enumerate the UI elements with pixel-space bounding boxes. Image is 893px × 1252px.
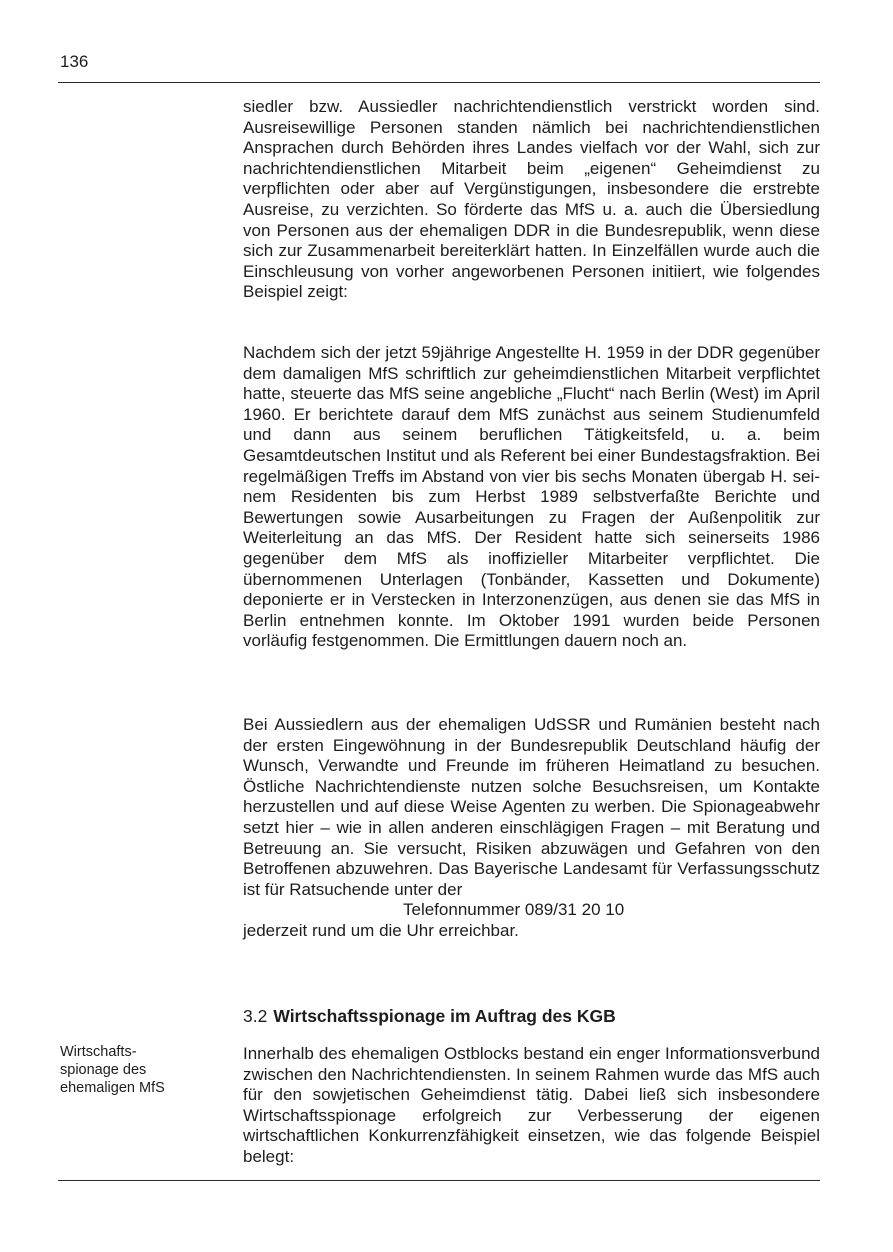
margin-note-line: ehemaligen MfS [60, 1080, 165, 1096]
page-number: 136 [60, 52, 89, 71]
text-block-intro [243, 97, 820, 303]
section-heading [243, 1005, 616, 1027]
margin-note-line: Wirtschafts- [60, 1044, 137, 1060]
text-block-udssr [243, 715, 820, 942]
section-number: 3.2 [243, 1006, 268, 1026]
paragraph-case-h: Nachdem sich der jetzt 59jährige Angestellte H. 1959 in der DDR gegenüber dem damaligen MfS schriftlich zur geheimdienstlichen Mitarbeit verpflichtet hatte, steuerte das MfS seine angebliche „Flucht“ nach Berlin (West) im April 1960. Er berichtete darauf dem MfS zunächst aus seinem Studienumfeld und dann aus seinem beruflichen Tätigkeitsfeld, u. a. beim Gesamtdeutschen Institut und als Referent bei einer Bundestagsfraktion. Bei regelmäßigen Treffs im Abstand von vier bis sechs Monaten übergab H. seinem Residenten bis zum Herbst 1989 selbstverfaßte Berichte und Bewertungen sowie Ausarbeitungen zu Fragen der Außenpolitik zur Weiterleitung an das MfS. Der Resident hatte sich seinerseits 1986 gegenüber dem MfS als inoffizieller Mitarbeiter verpflichtet. Die übernommenen Unterlagen (Tonbänder, Kassetten und Dokumente) deponierte er in Verstecken in Interzonenzügen, aus denen sie das MfS in Berlin entnehmen konnte. Im Oktober 1991 wurden beide Personen vorläufig festgenommen. Die Ermittlungen dauern noch an. [243, 343, 820, 651]
text-block-ostblock [243, 1044, 820, 1168]
paragraph-informationsverbund: Innerhalb des ehemaligen Ostblocks bestand ein enger Informationsverbund zwischen den Nachrichtendiensten. In seinem Rahmen wurde das MfS auch für den sowjetischen Geheimdienst tätig. Dabei ließ sich insbesondere Wirtschaftsspionage erfolgreich zur Verbesserung der eigenen wirtschaftlichen Konkurrenzfähigkeit einsetzen, wie das folgende Beispiel belegt: [243, 1044, 820, 1166]
section-title: Wirtschaftsspionage im Auftrag des KGB [273, 1006, 616, 1026]
paragraph-aussiedler: siedler bzw. Aussiedler nachrichtendienstlich verstrickt worden sind. Ausreisewillige Personen standen nämlich bei nachrichtendienstlichen Ansprachen durch Behörden ihres Landes vielfach vor der Wahl, sich zur nachrichtendienstlichen Mitarbeit beim „eigenen“ Geheimdienst zu verpflichten oder aber auf Vergünstigungen, insbesondere die erstrebte Ausreise, zu verzichten. So förderte das MfS u. a. auch die Übersiedlung von Personen aus der ehemaligen DDR in die Bundesrepublik, wenn diese sich zur Zusammenarbeit bereiterklärt hatten. In Einzelfällen wurde auch die Einschleusung von vorher angeworbenen Personen initiiert, wie folgendes Beispiel zeigt: [243, 97, 820, 302]
header-rule [58, 82, 820, 83]
paragraph-besuchsreisen: Bei Aussiedlern aus der ehemaligen UdSSR und Rumänien besteht nach der ersten Eingewöhnung in der Bundesrepublik Deutschland häufig der Wunsch, Verwandte und Freunde im früheren Heimatland zu besuchen. Östliche Nachrichtendienste nutzen solche Besuchsreisen, um Kontakte herzustellen und auf diese Weise Agenten zu werben. Die Spionageabwehr setzt hier – wie in allen anderen einschlägigen Fragen – mit Beratung und Betreuung an. Sie versucht, Risiken abzuwägen und Gefahren von den Betroffenen abzuwehren. Das Bayerische Landesamt für Verfassungsschutz ist für Ratsuchende unter der [243, 715, 820, 899]
footer-rule [58, 1180, 820, 1181]
availability-line: jederzeit rund um die Uhr erreichbar. [243, 920, 519, 940]
margin-note [60, 1043, 220, 1097]
text-block-example [243, 343, 820, 652]
margin-note-line: spionage des [60, 1062, 147, 1078]
phone-number-line: Telefonnummer 089/31 20 10 [403, 900, 625, 920]
